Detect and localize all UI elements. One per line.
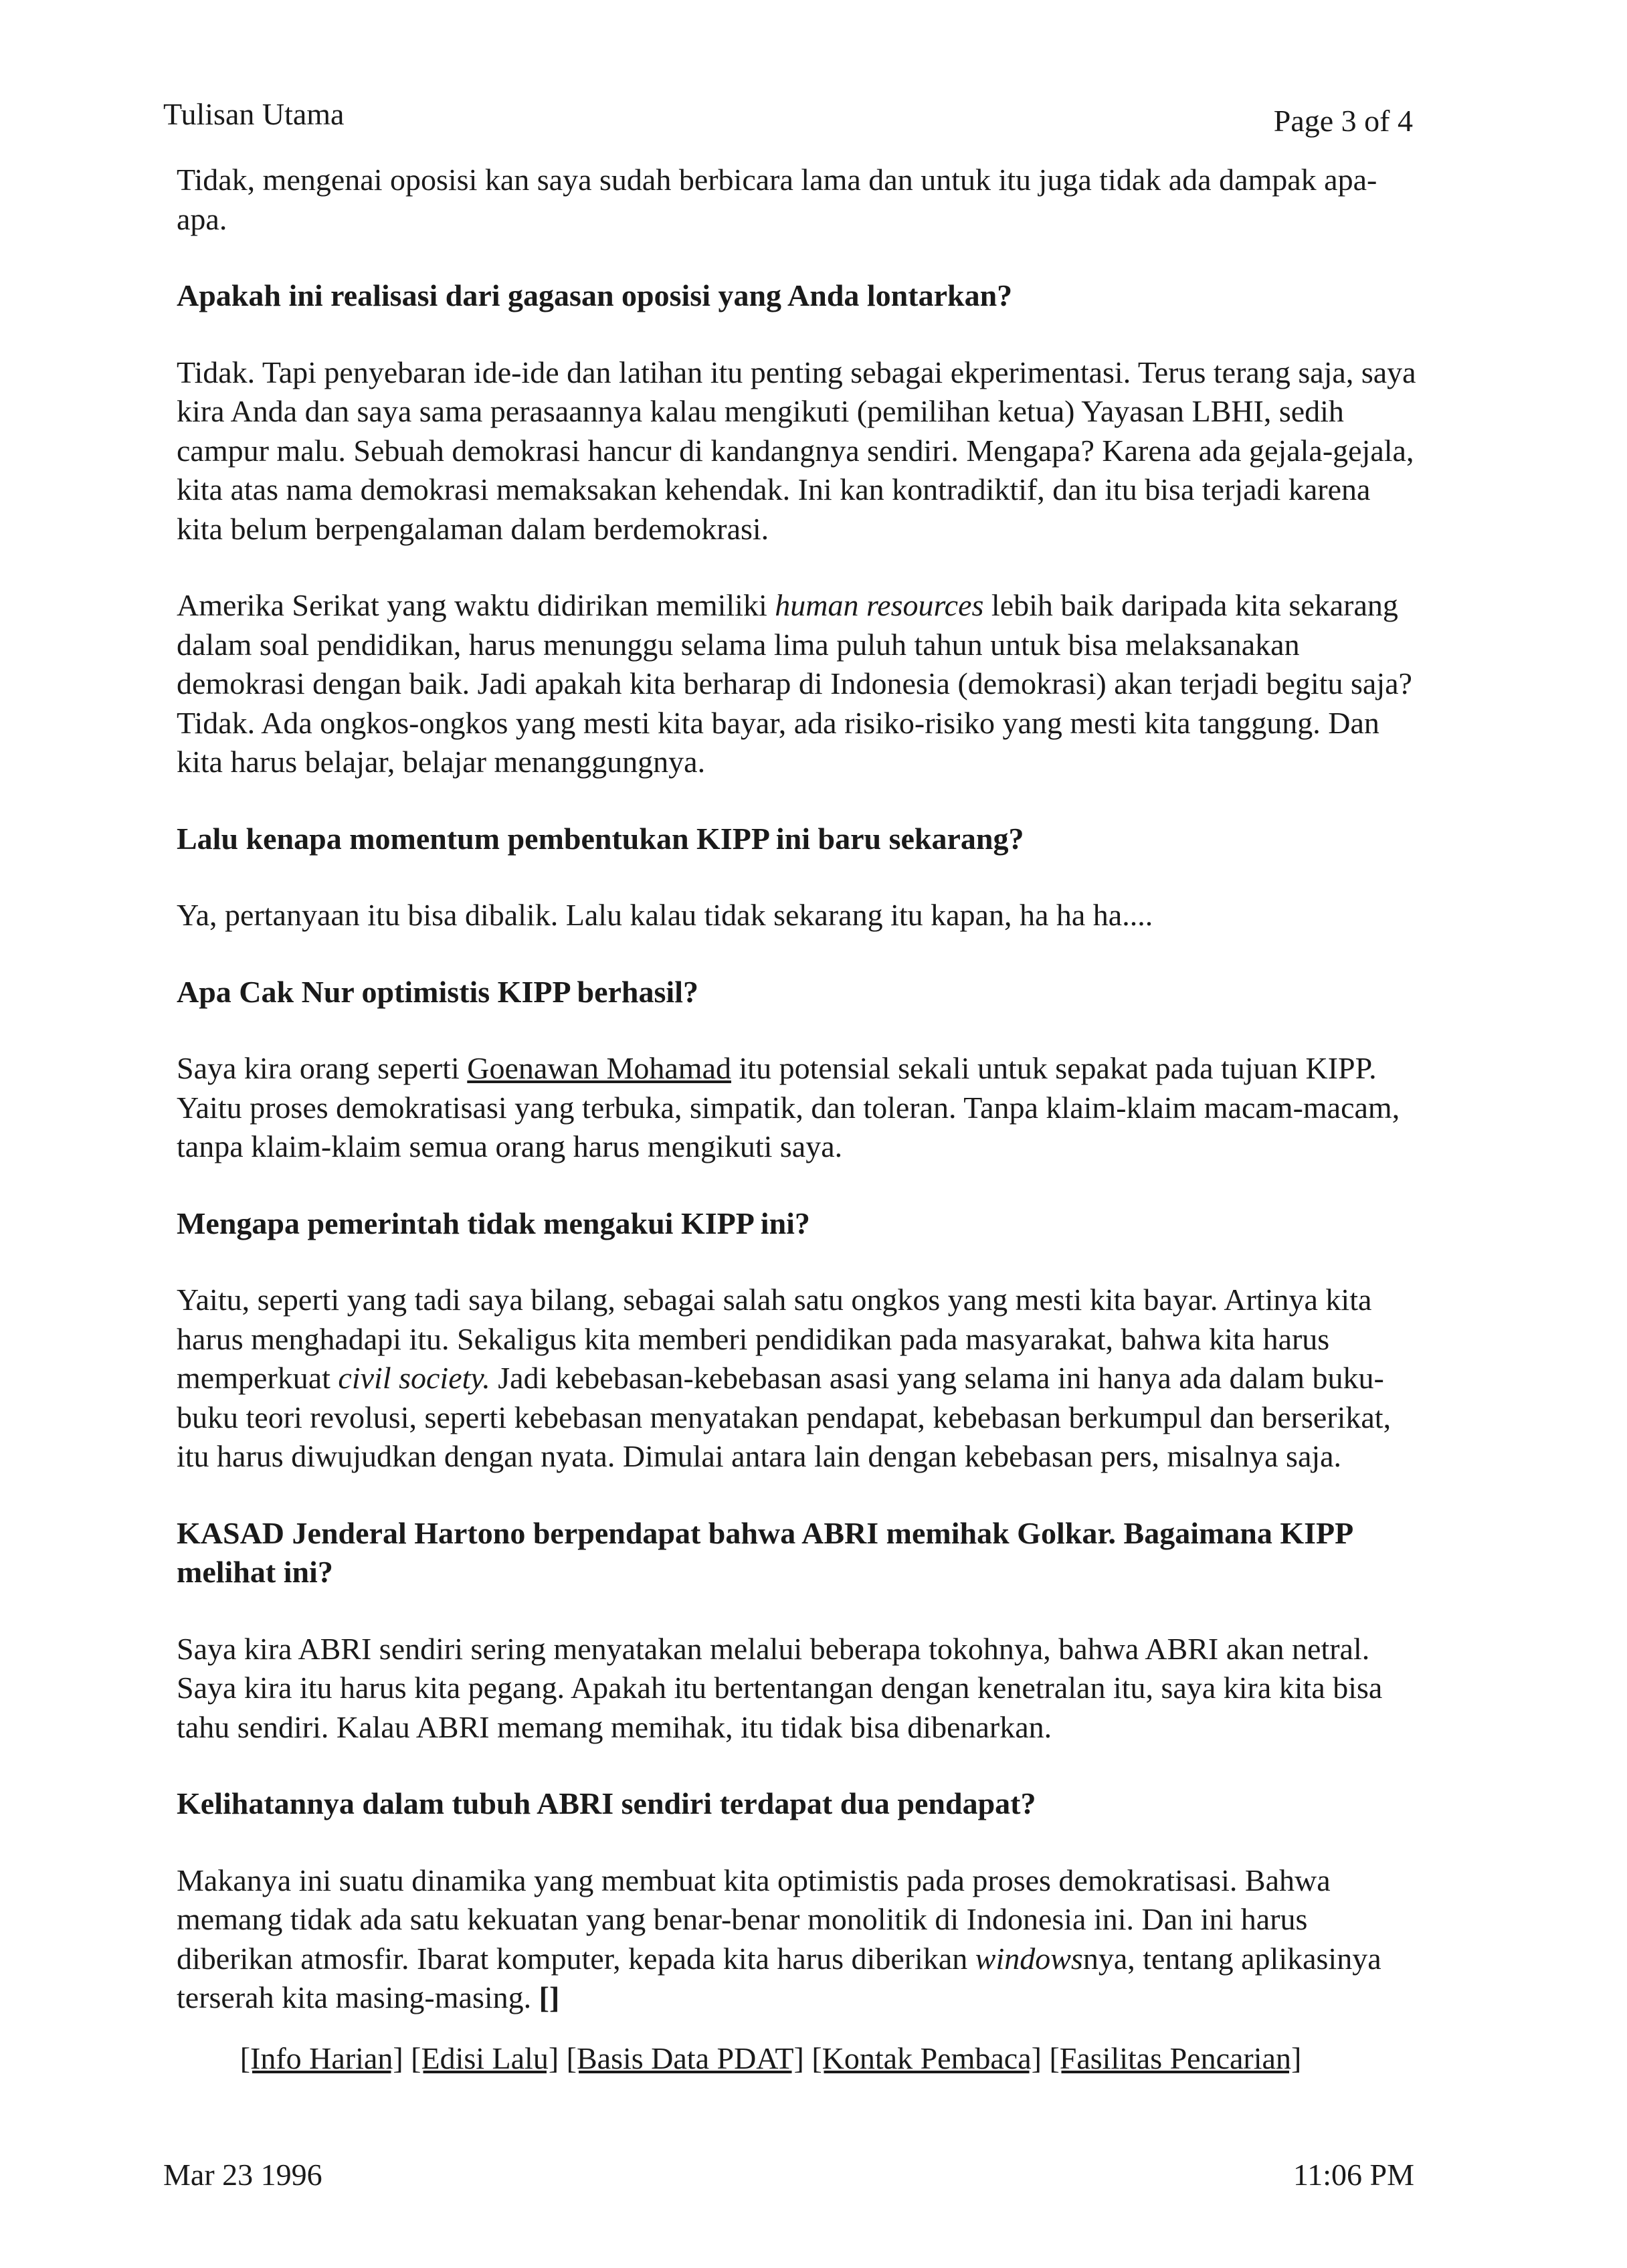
answer-paragraph: Ya, pertanyaan itu bisa dibalik. Lalu kalau tidak sekarang itu kapan, ha ha ha....	[177, 898, 1153, 932]
italic-term: human resources	[775, 588, 984, 622]
person-link[interactable]: Goenawan Mohamad	[467, 1051, 732, 1085]
answer-paragraph	[177, 1861, 1418, 2018]
text-span: Amerika Serikat yang waktu didirikan memiliki	[177, 588, 775, 622]
question-heading: Kelihatannya dalam tubuh ABRI sendiri terdapat dua pendapat?	[177, 1786, 1036, 1820]
bottom-navigation	[0, 2043, 1365, 2074]
text-span: nya, tentang aplikasinya terserah kita masing-masing.	[177, 1941, 1381, 2014]
nav-link-info-harian[interactable]: [Info Harian]	[240, 2041, 403, 2075]
nav-link-fasilitas-pencarian[interactable]: [Fasilitas Pencarian]	[1049, 2041, 1302, 2075]
italic-term: civil society.	[338, 1361, 490, 1395]
header-section-title: Tulisan Utama	[163, 97, 345, 131]
text-span: Makanya ini suatu dinamika yang membuat kita optimistis pada proses demokratisasi. Bahwa memang tidak ada satu kekuatan yang benar-benar monolitik di Indonesia ini. Dan ini harus diberikan atmosfir. Ibarat komputer, kepada kita harus diberikan	[177, 1863, 1331, 1976]
question-heading: KASAD Jenderal Hartono berpendapat bahwa ABRI memihak Golkar. Bagaimana KIPP melihat ini?	[177, 1515, 1352, 1589]
end-mark: []	[539, 1980, 560, 2014]
nav-link-kontak-pembaca[interactable]: [Kontak Pembaca]	[811, 2041, 1042, 2075]
footer-date: Mar 23 1996	[163, 2158, 322, 2192]
article-body	[177, 161, 1418, 2018]
text-span: Jadi kebebasan-kebebasan asasi yang selama ini hanya ada dalam buku-buku teori revolusi, seperti kebebasan menyatakan pendapat, kebebasan berkumpul dan berserikat, itu harus diwujudkan dengan nyata. Dimulai antara lain dengan kebebasan pers, misalnya saja.	[177, 1361, 1392, 1473]
answer-paragraph: Saya kira ABRI sendiri sering menyatakan melalui beberapa tokohnya, bahwa ABRI akan netral. Saya kira itu harus kita pegang. Apakah itu bertentangan dengan kenetralan itu, saya kira kita bisa tahu sendiri. Kalau ABRI memang memihak, itu tidak bisa dibenarkan.	[177, 1631, 1383, 1744]
text-span: lebih baik daripada kita sekarang dalam soal pendidikan, harus menunggu selama lima puluh tahun untuk bisa melaksanakan demokrasi dengan baik. Jadi apakah kita berharap di Indonesia (demokrasi) akan terjadi begitu saja? Tidak. Ada ongkos-ongkos yang mesti kita bayar, ada risiko-risiko yang mesti kita tanggung. Dan kita harus belajar, belajar menanggungnya.	[177, 588, 1412, 779]
footer-time: 11:06 PM	[1293, 2158, 1414, 2192]
header-page-number: Page 3 of 4	[1273, 104, 1413, 138]
answer-paragraph	[177, 1049, 1418, 1167]
nav-link-basis-data[interactable]: [Basis Data PDAT]	[566, 2041, 804, 2075]
question-heading: Apa Cak Nur optimistis KIPP berhasil?	[177, 974, 698, 1009]
answer-paragraph: Tidak, mengenai oposisi kan saya sudah berbicara lama dan untuk itu juga tidak ada dampak apa-apa.	[177, 163, 1377, 236]
text-span: Saya kira orang seperti	[177, 1051, 468, 1085]
italic-term: windows	[975, 1941, 1083, 1976]
text-span: itu potensial sekali untuk sepakat pada tujuan KIPP. Yaitu proses demokratisasi yang terbuka, simpatik, dan toleran. Tanpa klaim-klaim macam-macam, tanpa klaim-klaim semua orang harus mengikuti saya.	[177, 1051, 1400, 1163]
nav-link-edisi-lalu[interactable]: [Edisi Lalu]	[411, 2041, 559, 2075]
question-heading: Mengapa pemerintah tidak mengakui KIPP ini?	[177, 1206, 810, 1240]
answer-paragraph	[177, 586, 1418, 782]
answer-paragraph: Tidak. Tapi penyebaran ide-ide dan latihan itu penting sebagai ekperimentasi. Terus terang saja, saya kira Anda dan saya sama perasaannya kalau mengikuti (pemilihan ketua) Yayasan LBHI, sedih campur malu. Sebuah demokrasi hancur di kandangnya sendiri. Mengapa? Karena ada gejala-gejala, kita atas nama demokrasi memaksakan kehendak. Ini kan kontradiktif, dan itu bisa terjadi karena kita belum berpengalaman dalam berdemokrasi.	[177, 355, 1416, 546]
question-heading: Apakah ini realisasi dari gagasan oposisi yang Anda lontarkan?	[177, 278, 1013, 312]
question-heading: Lalu kenapa momentum pembentukan KIPP ini baru sekarang?	[177, 821, 1024, 856]
text-span: Yaitu, seperti yang tadi saya bilang, sebagai salah satu ongkos yang mesti kita bayar. Artinya kita harus menghadapi itu. Sekaligus kita memberi pendidikan pada masyarakat, bahwa kita harus memperkuat	[177, 1283, 1372, 1395]
answer-paragraph	[177, 1281, 1418, 1477]
